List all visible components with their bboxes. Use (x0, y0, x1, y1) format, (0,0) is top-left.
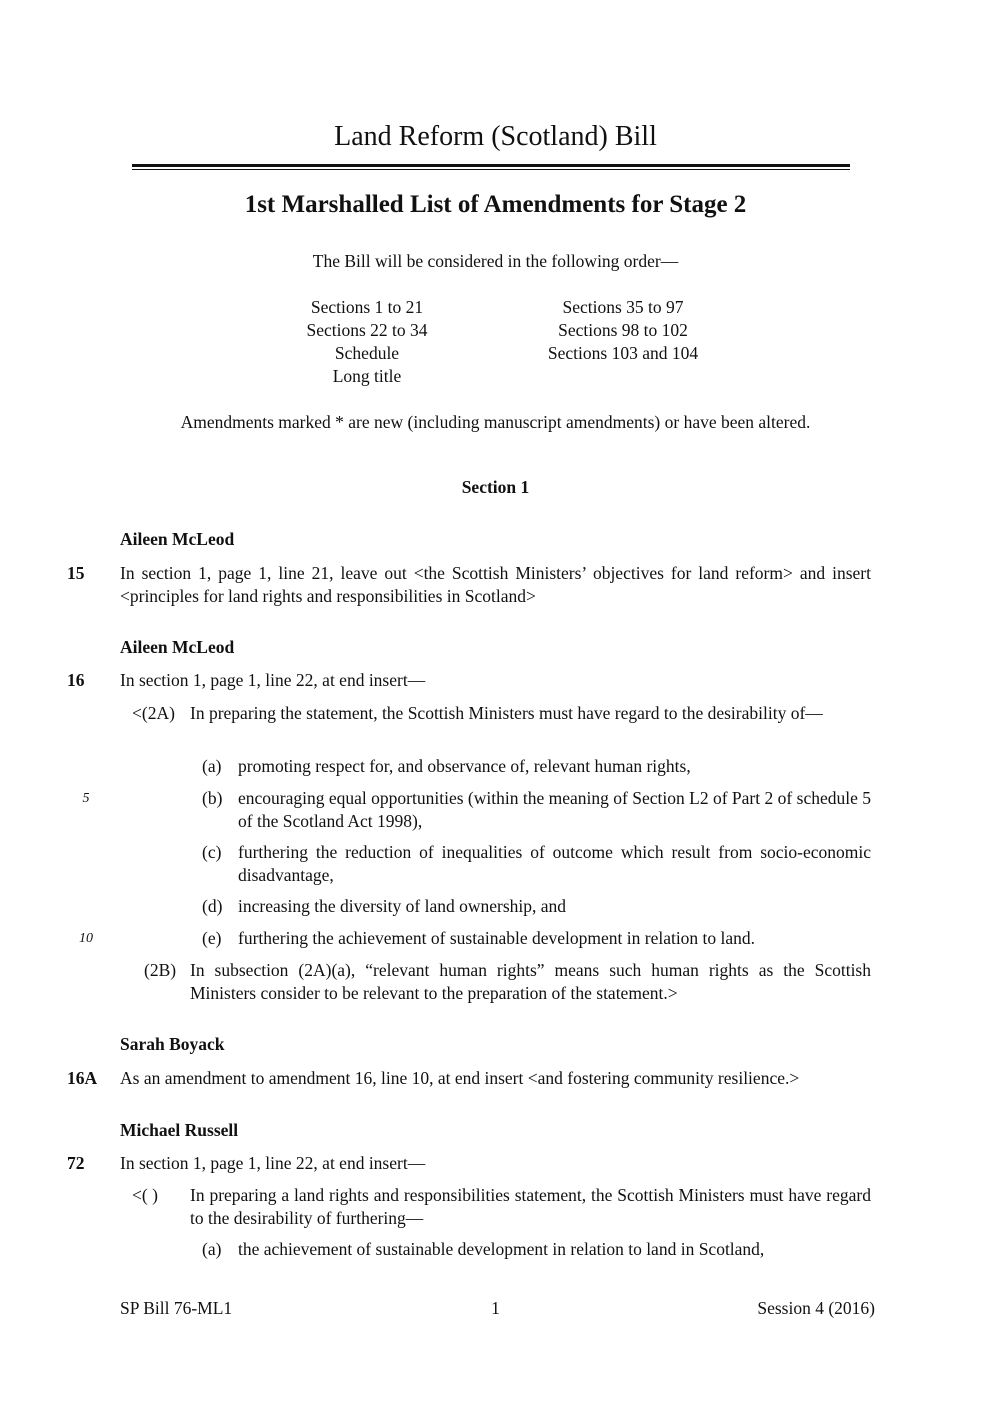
section-heading: Section 1 (461, 477, 530, 497)
order-list-right (523, 296, 723, 365)
amendment-number: 16 (67, 670, 85, 690)
bill-title: Land Reform (Scotland) Bill (334, 121, 657, 152)
title-rule-thin (132, 169, 850, 170)
member-name: Michael Russell (120, 1120, 239, 1140)
amendment-number: 15 (67, 563, 85, 583)
paragraph-label: (a) (202, 1239, 222, 1259)
subsection-label: <( ) (132, 1185, 158, 1205)
paragraph-label: (c) (202, 842, 222, 862)
line-number: 5 (82, 791, 90, 806)
paragraph-text: furthering the reduction of inequalities of outcome which result from socio-economic disadvantage, (238, 842, 871, 885)
amendment-text: In section 1, page 1, line 21, leave out <the Scottish Ministers’ objectives for land reform> and insert <principles for land rights and responsibilities in Scotland> (120, 563, 871, 606)
paragraph-text: furthering the achievement of sustainable development in relation to land. (238, 928, 756, 948)
amendment-text: As an amendment to amendment 16, line 10, at end insert <and fostering community resilience.> (120, 1068, 800, 1088)
footer-page-number: 1 (491, 1298, 500, 1318)
order-item: Long title (332, 366, 402, 386)
paragraph-text: promoting respect for, and observance of, relevant human rights, (238, 756, 691, 776)
paragraph-label: (d) (202, 896, 223, 916)
amendment-text: In section 1, page 1, line 22, at end insert— (120, 1153, 426, 1173)
footer-reference: SP Bill 76-ML1 (120, 1298, 233, 1318)
subsection-text: In preparing a land rights and responsibilities statement, the Scottish Ministers must have regard to the desirability of furthering— (190, 1185, 871, 1228)
order-item: Sections 35 to 97 (562, 297, 684, 317)
order-item: Sections 98 to 102 (558, 320, 688, 340)
order-item: Sections 1 to 21 (310, 297, 424, 317)
order-list-left (267, 296, 467, 388)
member-name: Aileen McLeod (120, 529, 235, 549)
order-item: Sections 22 to 34 (306, 320, 428, 340)
footer-session: Session 4 (2016) (757, 1298, 875, 1318)
paragraph-text: increasing the diversity of land ownership, and (238, 896, 567, 916)
paragraph-text: encouraging equal opportunities (within the meaning of Section L2 of Part 2 of schedule 5 of the Scotland Act 1998), (238, 788, 871, 831)
order-item: Schedule (334, 343, 400, 363)
paragraph-label: (e) (202, 928, 222, 948)
amendment-number: 72 (67, 1153, 85, 1173)
paragraph-text: the achievement of sustainable development in relation to land in Scotland, (238, 1239, 765, 1259)
member-name: Sarah Boyack (120, 1034, 225, 1054)
subsection-text: In subsection (2A)(a), “relevant human rights” means such human rights as the Scottish Ministers consider to be relevant to the preparation of the statement.> (190, 960, 871, 1003)
amendment-number: 16A (67, 1068, 98, 1088)
order-intro: The Bill will be considered in the following order— (312, 251, 679, 271)
subsection-label: (2B) (144, 960, 177, 980)
paragraph-label: (a) (202, 756, 222, 776)
order-item: Sections 103 and 104 (547, 343, 699, 363)
document-subtitle: 1st Marshalled List of Amendments for Stage 2 (244, 191, 747, 218)
title-rule-thick (132, 164, 850, 167)
amendments-note: Amendments marked * are new (including manuscript amendments) or have been altered. (180, 412, 811, 432)
amendment-text: In section 1, page 1, line 22, at end insert— (120, 670, 426, 690)
member-name: Aileen McLeod (120, 637, 235, 657)
paragraph-label: (b) (202, 788, 223, 808)
line-number: 10 (79, 931, 93, 946)
subsection-text: In preparing the statement, the Scottish Ministers must have regard to the desirability of— (190, 703, 823, 723)
subsection-label: <(2A) (132, 703, 175, 723)
